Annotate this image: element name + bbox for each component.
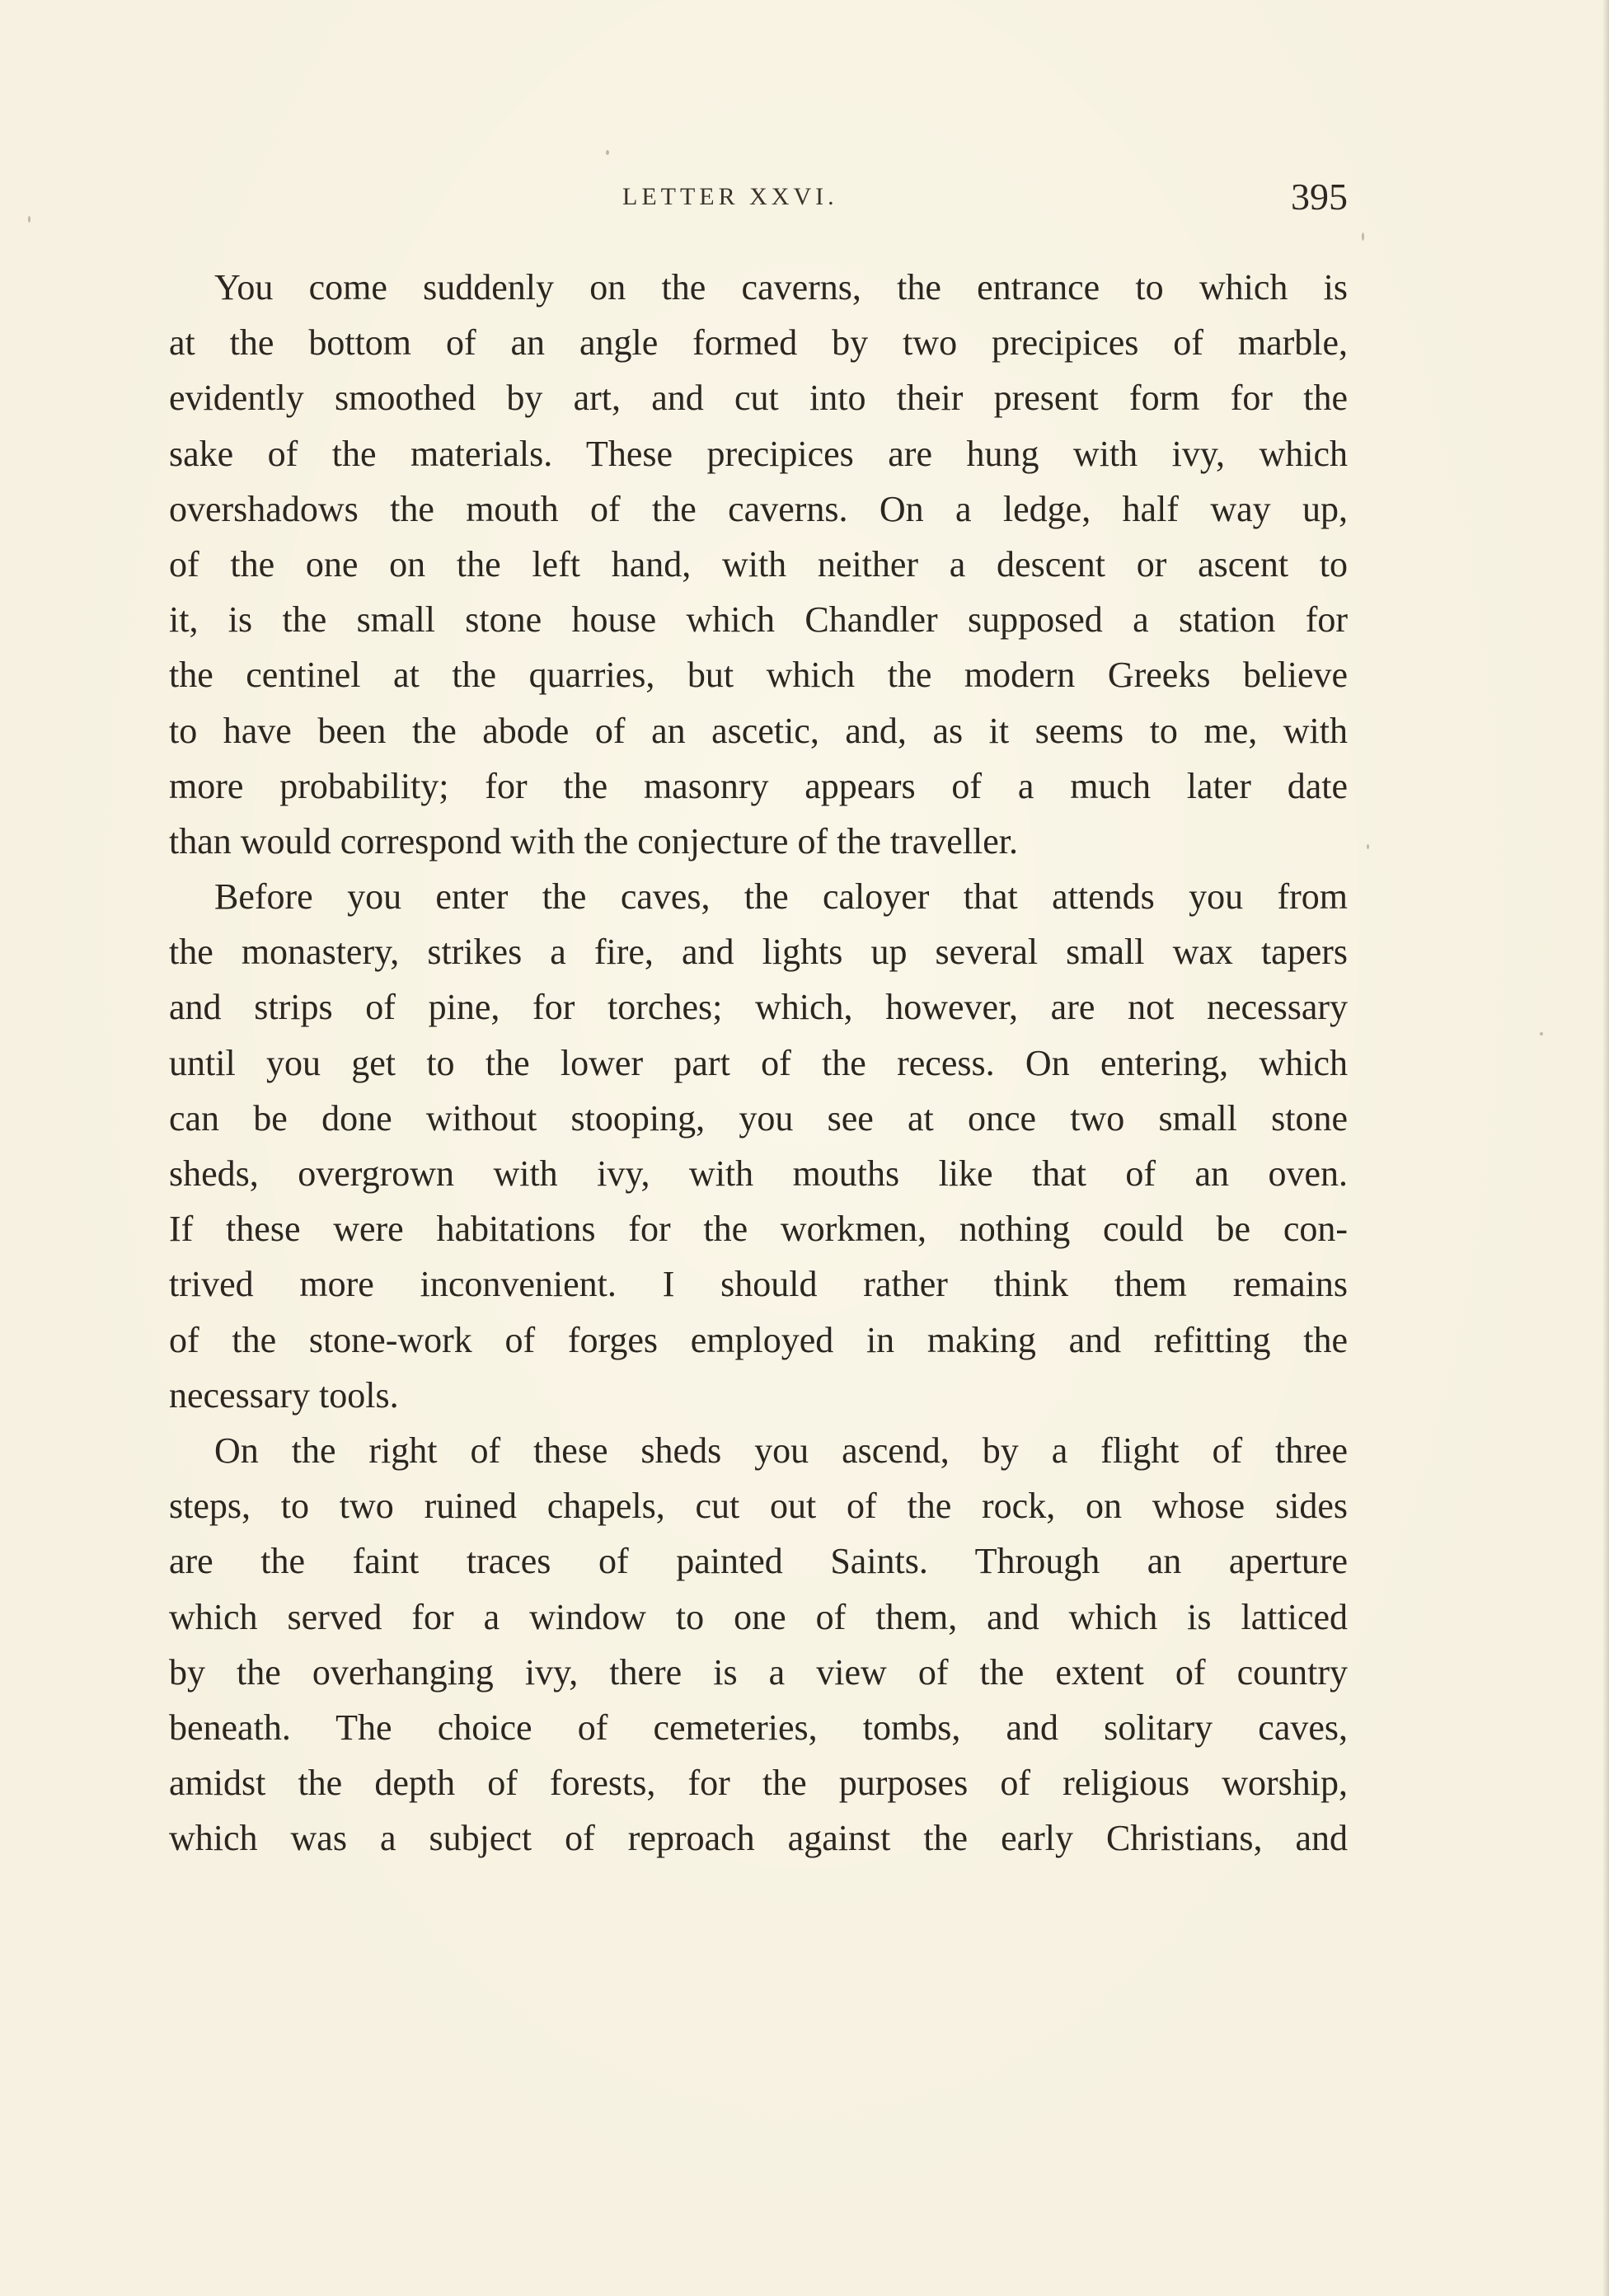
text-line: You come suddenly on the caverns, the entrance to which is bbox=[214, 267, 1348, 308]
page-number: 395 bbox=[1291, 176, 1348, 218]
page-edge-shadow bbox=[1602, 0, 1609, 2296]
text-line: steps, to two ruined chapels, cut out of the rock, on whose sides bbox=[169, 1486, 1348, 1527]
text-line: than would correspond with the conjecture of the traveller. bbox=[169, 820, 1018, 862]
text-line: the centinel at the quarries, but which the modern Greeks believe bbox=[169, 655, 1348, 696]
text-line: amidst the depth of forests, for the purposes of religious worship, bbox=[169, 1763, 1348, 1804]
text-line: beneath. The choice of cemeteries, tombs, and solitary caves, bbox=[169, 1707, 1348, 1748]
text-line: sake of the materials. These precipices are hung with ivy, which bbox=[169, 433, 1348, 474]
text-line: by the overhanging ivy, there is a view of the extent of country bbox=[169, 1651, 1348, 1693]
paper-speck bbox=[1540, 1032, 1543, 1035]
paper-speck bbox=[606, 150, 609, 155]
body-text bbox=[169, 260, 1348, 1866]
text-line: which was a subject of reproach against the early Christians, and bbox=[169, 1818, 1348, 1859]
text-line: can be done without stooping, you see at once two small stone bbox=[169, 1097, 1348, 1139]
text-line: until you get to the lower part of the recess. On entering, which bbox=[169, 1042, 1348, 1083]
text-line: overshadows the mouth of the caverns. On a ledge, half way up, bbox=[169, 488, 1348, 529]
text-line: Before you enter the caves, the caloyer that attends you from bbox=[214, 876, 1348, 918]
paper-speck bbox=[1362, 232, 1364, 241]
text-line: of the one on the left hand, with neither a descent or ascent to bbox=[169, 543, 1348, 585]
paragraph-2 bbox=[169, 869, 1348, 1423]
paragraph-1 bbox=[169, 260, 1348, 869]
text-line: which served for a window to one of them, and which is latticed bbox=[169, 1596, 1348, 1637]
text-line: at the bottom of an angle formed by two precipices of marble, bbox=[169, 322, 1348, 364]
text-line: If these were habitations for the workmen, nothing could be con- bbox=[169, 1209, 1348, 1250]
paragraph-3 bbox=[169, 1423, 1348, 1866]
running-head: LETTER XXVI. bbox=[622, 183, 838, 210]
text-line: trived more inconvenient. I should rather think them remains bbox=[169, 1264, 1348, 1305]
text-line: sheds, overgrown with ivy, with mouths like that of an oven. bbox=[169, 1153, 1348, 1194]
text-line: On the right of these sheds you ascend, by a flight of three bbox=[214, 1430, 1348, 1471]
text-line: the monastery, strikes a fire, and lights up several small wax tapers bbox=[169, 932, 1348, 973]
page-header bbox=[169, 175, 1348, 224]
text-line: more probability; for the masonry appears of a much later date bbox=[169, 765, 1348, 806]
text-line: necessary tools. bbox=[169, 1374, 399, 1416]
text-line: and strips of pine, for torches; which, however, are not necessary bbox=[169, 987, 1348, 1028]
text-line: to have been the abode of an ascetic, and, as it seems to me, with bbox=[169, 710, 1348, 751]
text-line: it, is the small stone house which Chandler supposed a station for bbox=[169, 599, 1348, 641]
paper-speck bbox=[1367, 844, 1369, 849]
text-line: of the stone-work of forges employed in making and refitting the bbox=[169, 1319, 1348, 1360]
paper-speck bbox=[28, 216, 30, 223]
text-line: are the faint traces of painted Saints. Through an aperture bbox=[169, 1541, 1348, 1582]
text-line: evidently smoothed by art, and cut into their present form for the bbox=[169, 378, 1348, 419]
